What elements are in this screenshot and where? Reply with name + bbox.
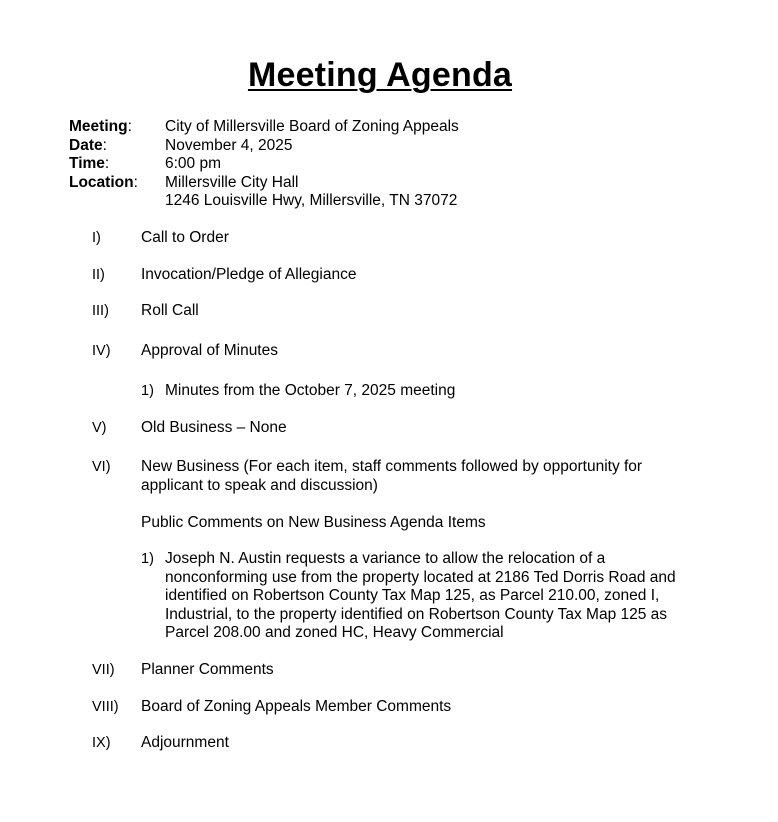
agenda-item-text: Approval of Minutes — [141, 342, 278, 359]
info-label-date: Date: — [69, 136, 107, 154]
agenda-item-text: Adjournment — [141, 734, 229, 751]
info-row-date — [69, 137, 459, 156]
sub-item-text: nonconforming use from the property located at 2186 Ted Dorris Road and — [165, 569, 676, 586]
agenda-item-text-line2: applicant to speak and discussion) — [141, 477, 378, 494]
info-label-address — [69, 192, 165, 211]
info-value-time: 6:00 pm — [165, 155, 222, 172]
agenda-numeral: VI) — [92, 459, 111, 475]
public-comments-text: Public Comments on New Business Agenda Items — [141, 514, 486, 531]
info-row-address — [69, 192, 459, 211]
sub-item-text: identified on Robertson County Tax Map 125, as Parcel 210.00, zoned I, — [165, 587, 660, 604]
sub-item-number: 1) — [141, 383, 154, 399]
sub-item-text: Minutes from the October 7, 2025 meeting — [165, 382, 456, 399]
agenda-numeral: II) — [92, 267, 105, 283]
info-label-time: Time: — [69, 155, 110, 172]
info-value-date: November 4, 2025 — [165, 136, 293, 154]
info-row-meeting — [69, 118, 459, 137]
agenda-numeral: IV) — [92, 343, 111, 359]
sub-item-text: Parcel 208.00 and zoned HC, Heavy Commercial — [165, 624, 504, 641]
agenda-item-text: Board of Zoning Appeals Member Comments — [141, 698, 452, 715]
info-label-meeting: Meeting: — [69, 118, 132, 135]
agenda-item-text: Old Business – None — [141, 419, 287, 436]
sub-item-number: 1) — [141, 551, 154, 567]
sub-item-text: Industrial, to the property identified on Robertson County Tax Map 125 as — [165, 606, 668, 623]
agenda-item-text: Invocation/Pledge of Allegiance — [141, 266, 357, 283]
agenda-item-text: Call to Order — [141, 229, 229, 246]
agenda-numeral: IX) — [92, 735, 111, 751]
agenda-item-text: Planner Comments — [141, 661, 274, 678]
agenda-numeral: VIII) — [92, 699, 119, 715]
info-row-time — [69, 155, 459, 174]
info-row-location — [69, 174, 459, 193]
info-label-location: Location: — [69, 173, 138, 191]
agenda-item-text: Roll Call — [141, 302, 199, 319]
agenda-numeral: I) — [92, 230, 101, 246]
agenda-numeral: V) — [92, 420, 107, 436]
agenda-numeral: III) — [92, 303, 109, 319]
sub-item-text: Joseph N. Austin requests a variance to allow the relocation of a — [165, 550, 606, 567]
agenda-item-text-line1: New Business (For each item, staff comments followed by opportunity for — [141, 458, 643, 475]
page-title: Meeting Agenda — [247, 56, 513, 94]
agenda-numeral: VII) — [92, 662, 115, 678]
meeting-info — [69, 118, 459, 211]
info-value-location: Millersville City Hall — [165, 173, 299, 191]
info-value-meeting: City of Millersville Board of Zoning Appeals — [165, 118, 459, 135]
info-value-address: 1246 Louisville Hwy, Millersville, TN 37072 — [165, 192, 458, 209]
